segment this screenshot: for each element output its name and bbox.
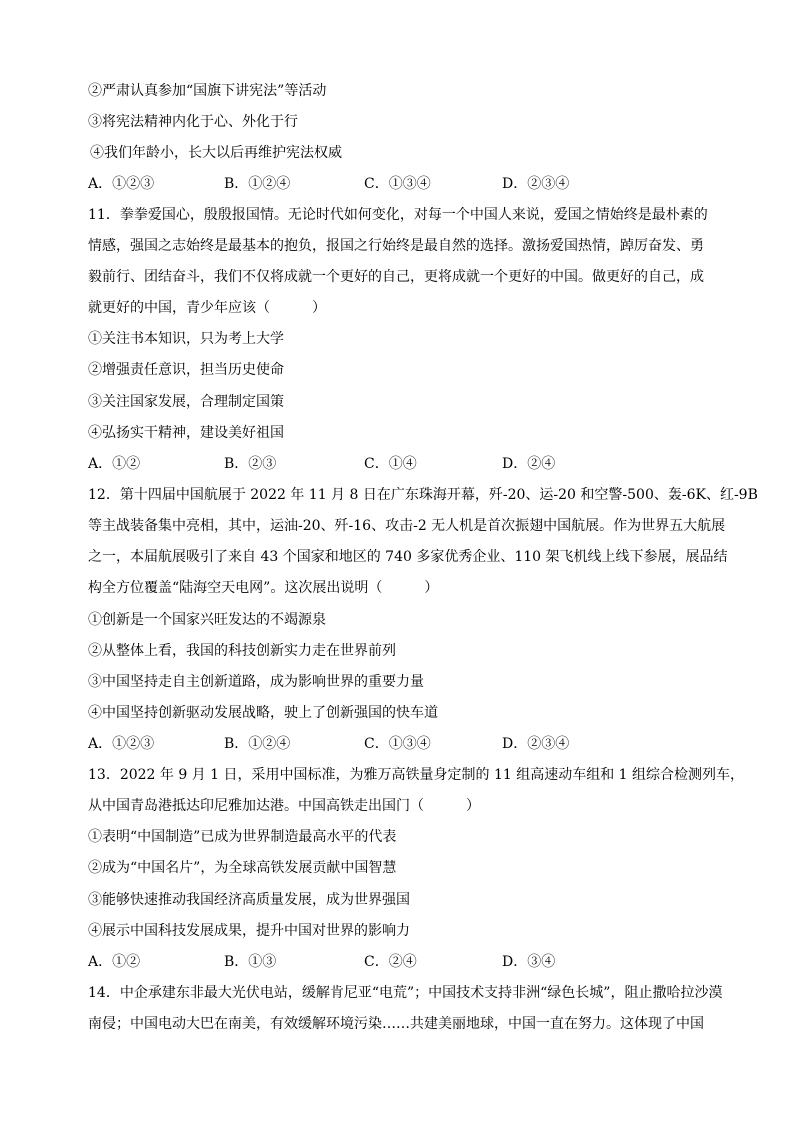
q10-item-3: ③将宪法精神内化于心、外化于行	[88, 114, 298, 130]
q13-options	[88, 952, 708, 972]
q10-item-4: ④我们年龄小，长大以后再维护宪法权威	[90, 145, 342, 161]
q11-option-a: A．①②	[88, 456, 141, 472]
q11-item-4: ④弘扬实干精神，建设美好祖国	[88, 425, 284, 441]
q11-item-3: ③关注国家发展，合理制定国策	[88, 394, 284, 410]
q12-item-2: ②从整体上看，我国的科技创新实力走在世界前列	[88, 643, 396, 659]
q10-option-d: D．②③④	[502, 176, 570, 192]
q11-stem-line: 就更好的中国，青少年应该（ ）	[88, 300, 326, 316]
q14-stem-line: 14．中企承建东非最大光伏电站，缓解肯尼亚“电荒”；中国技术支持非洲“绿色长城”，阻止撒哈拉沙漠	[88, 985, 723, 1001]
q12-option-d: D．②③④	[502, 736, 570, 752]
q13-item-2: ②成为“中国名片”，为全球高铁发展贡献中国智慧	[88, 860, 397, 876]
q11-stem-line: 情感，强国之志始终是最基本的抱负，报国之行始终是最自然的选择。激扬爱国热情，踔厉奋发、勇	[88, 238, 704, 254]
q12-options	[88, 734, 708, 754]
q13-item-3: ③能够快速推动我国经济高质量发展，成为世界强国	[88, 892, 410, 908]
q13-option-c: C．②④	[364, 954, 417, 970]
q14-stem-line: 南侵；中国电动大巴在南美，有效缓解环境污染……共建美丽地球，中国一直在努力。这体现了中国	[88, 1016, 704, 1032]
q13-item-4: ④展示中国科技发展成果，提升中国对世界的影响力	[88, 923, 410, 939]
q11-options	[88, 454, 708, 474]
q11-stem-line: 毅前行、团结奋斗，我们不仅将成就一个更好的自己，更将成就一个更好的中国。做更好的自己，成	[88, 269, 704, 285]
q11-item-2: ②增强责任意识，担当历史使命	[88, 362, 284, 378]
q11-option-d: D．②④	[502, 456, 556, 472]
q11-option-c: C．①④	[364, 456, 417, 472]
q10-item-2: ②严肃认真参加“国旗下讲宪法”等活动	[88, 83, 327, 99]
q12-stem-line: 构全方位覆盖“陆海空天电网”。这次展出说明（ ）	[88, 580, 439, 596]
q11-item-1: ①关注书本知识，只为考上大学	[88, 331, 284, 347]
q12-item-4: ④中国坚持创新驱动发展战略，驶上了创新强国的快车道	[88, 705, 438, 721]
q13-option-a: A．①②	[88, 954, 141, 970]
q13-item-1: ①表明“中国制造”已成为世界制造最高水平的代表	[88, 829, 397, 845]
q10-option-b: B．①②④	[224, 176, 291, 192]
q13-stem-line: 13．2022 年 9 月 1 日，采用中国标准，为雅万高铁量身定制的 11 组高速动车组和 1 组综合检测列车，	[88, 767, 745, 783]
q12-item-3: ③中国坚持走自主创新道路，成为影响世界的重要力量	[88, 674, 424, 690]
q10-options	[88, 174, 708, 194]
q12-option-a: A．①②③	[88, 736, 155, 752]
q13-option-d: D．③④	[502, 954, 556, 970]
q13-stem-line: 从中国青岛港抵达印尼雅加达港。中国高铁走出国门（ ）	[88, 798, 480, 814]
q13-option-b: B．①③	[224, 954, 277, 970]
q12-option-c: C．①③④	[364, 736, 431, 752]
q12-stem-line: 之一，本届航展吸引了来自 43 个国家和地区的 740 多家优秀企业、110 架飞机线上线下参展，展品结	[88, 549, 728, 565]
q12-item-1: ①创新是一个国家兴旺发达的不竭源泉	[88, 612, 326, 628]
q10-option-c: C．①③④	[364, 176, 431, 192]
q11-option-b: B．②③	[224, 456, 277, 472]
q12-option-b: B．①②④	[224, 736, 291, 752]
q10-option-a: A．①②③	[88, 176, 155, 192]
q11-stem-line: 11．拳拳爱国心，殷殷报国情。无论时代如何变化，对每一个中国人来说，爱国之情始终是最朴素的	[88, 207, 708, 223]
q12-stem-line: 等主战装备集中亮相，其中，运油-20、歼-16、攻击-2 无人机是首次振翅中国航展。作为世界五大航展	[88, 518, 726, 534]
q12-stem-line: 12．第十四届中国航展于 2022 年 11 月 8 日在广东珠海开幕，歼-20、运-20 和空警-500、轰-6K、红-9B	[88, 487, 758, 503]
